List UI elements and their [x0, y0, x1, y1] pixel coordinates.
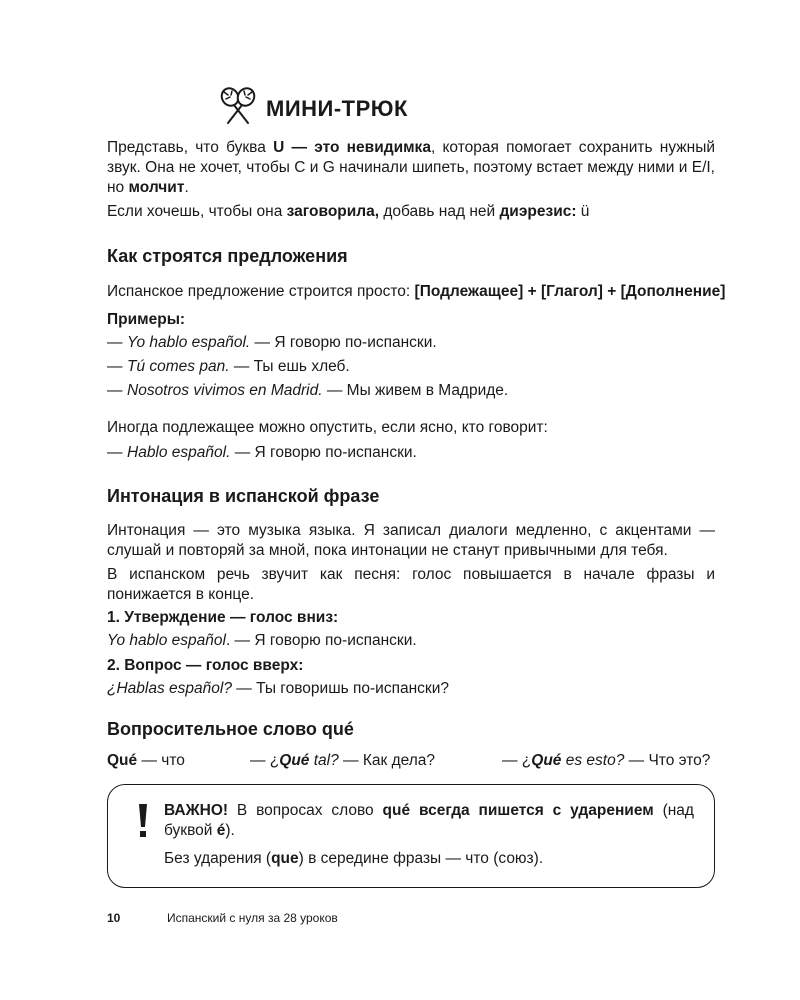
que-es-esto-example: — ¿Qué es esto? — Что это?: [502, 752, 711, 769]
sentences-intro: Испанское предложение строится просто: [Подлежащее] + [Глагол] + [Дополнение]: [107, 283, 726, 300]
omit-subject-text: Иногда подлежащее можно опустить, если ясно, кто говорит:: [107, 419, 548, 436]
book-title: Испанский с нуля за 28 уроков: [167, 911, 338, 925]
omit-example: — Hablo español. — Я говорю по-испански.: [107, 444, 417, 461]
que-meaning: Qué — что: [107, 752, 185, 769]
trick-paragraph-2: Если хочешь, чтобы она заговорила, добавь над ней диэрезис: ü: [107, 203, 590, 220]
que-tal-example: — ¿Qué tal? — Как дела?: [250, 752, 436, 769]
page-footer: [107, 911, 338, 925]
que-heading: Вопросительное слово qué: [107, 719, 354, 739]
page-number: 10: [107, 911, 121, 925]
exclamation-icon: [136, 803, 150, 844]
intonation-paragraph-2: В испанском речь звучит как песня: голос повышается в начале фразы и понижается в конце.: [107, 566, 715, 603]
important-note-box: [107, 784, 715, 888]
mini-trick-header: [218, 86, 408, 131]
statement-example: Yo hablo español. — Я говорю по-испански.: [107, 632, 417, 649]
trick-paragraph-1: Представь, что буква U — это невидимка, которая помогает сохранить нужный звук. Она не хочет, чтобы C и G начинали шипеть, поэтому встает между ними и E/I, но молчит.: [107, 139, 715, 196]
question-example: ¿Hablas español? — Ты говоришь по-испански?: [107, 680, 449, 697]
list-item: — Tú comes pan. — Ты ешь хлеб.: [107, 358, 350, 375]
statement-label: 1. Утверждение — голос вниз:: [107, 609, 339, 626]
question-label: 2. Вопрос — голос вверх:: [107, 657, 304, 674]
note-line-1: ВАЖНО! В вопросах слово qué всегда пишется с ударением (над буквой é).: [164, 802, 694, 839]
list-item: — Nosotros vivimos en Madrid. — Мы живем в Мадриде.: [107, 382, 509, 399]
intonation-paragraph-1: Интонация — это музыка языка. Я записал диалоги медленно, с акцентами — слушай и повторяй за мной, пока интонации не станут привычными для тебя.: [107, 522, 715, 559]
examples-list: [107, 333, 715, 401]
sentences-heading: Как строятся предложения: [107, 246, 348, 266]
examples-label: Примеры:: [107, 311, 186, 328]
intonation-heading: Интонация в испанской фразе: [107, 486, 380, 506]
mini-trick-title: МИНИ-ТРЮК: [266, 95, 408, 121]
note-line-2: Без ударения (que) в середине фразы — что (союз).: [164, 850, 544, 867]
list-item: — Yo hablo español. — Я говорю по-испански.: [107, 334, 437, 351]
maracas-icon: [218, 86, 258, 131]
